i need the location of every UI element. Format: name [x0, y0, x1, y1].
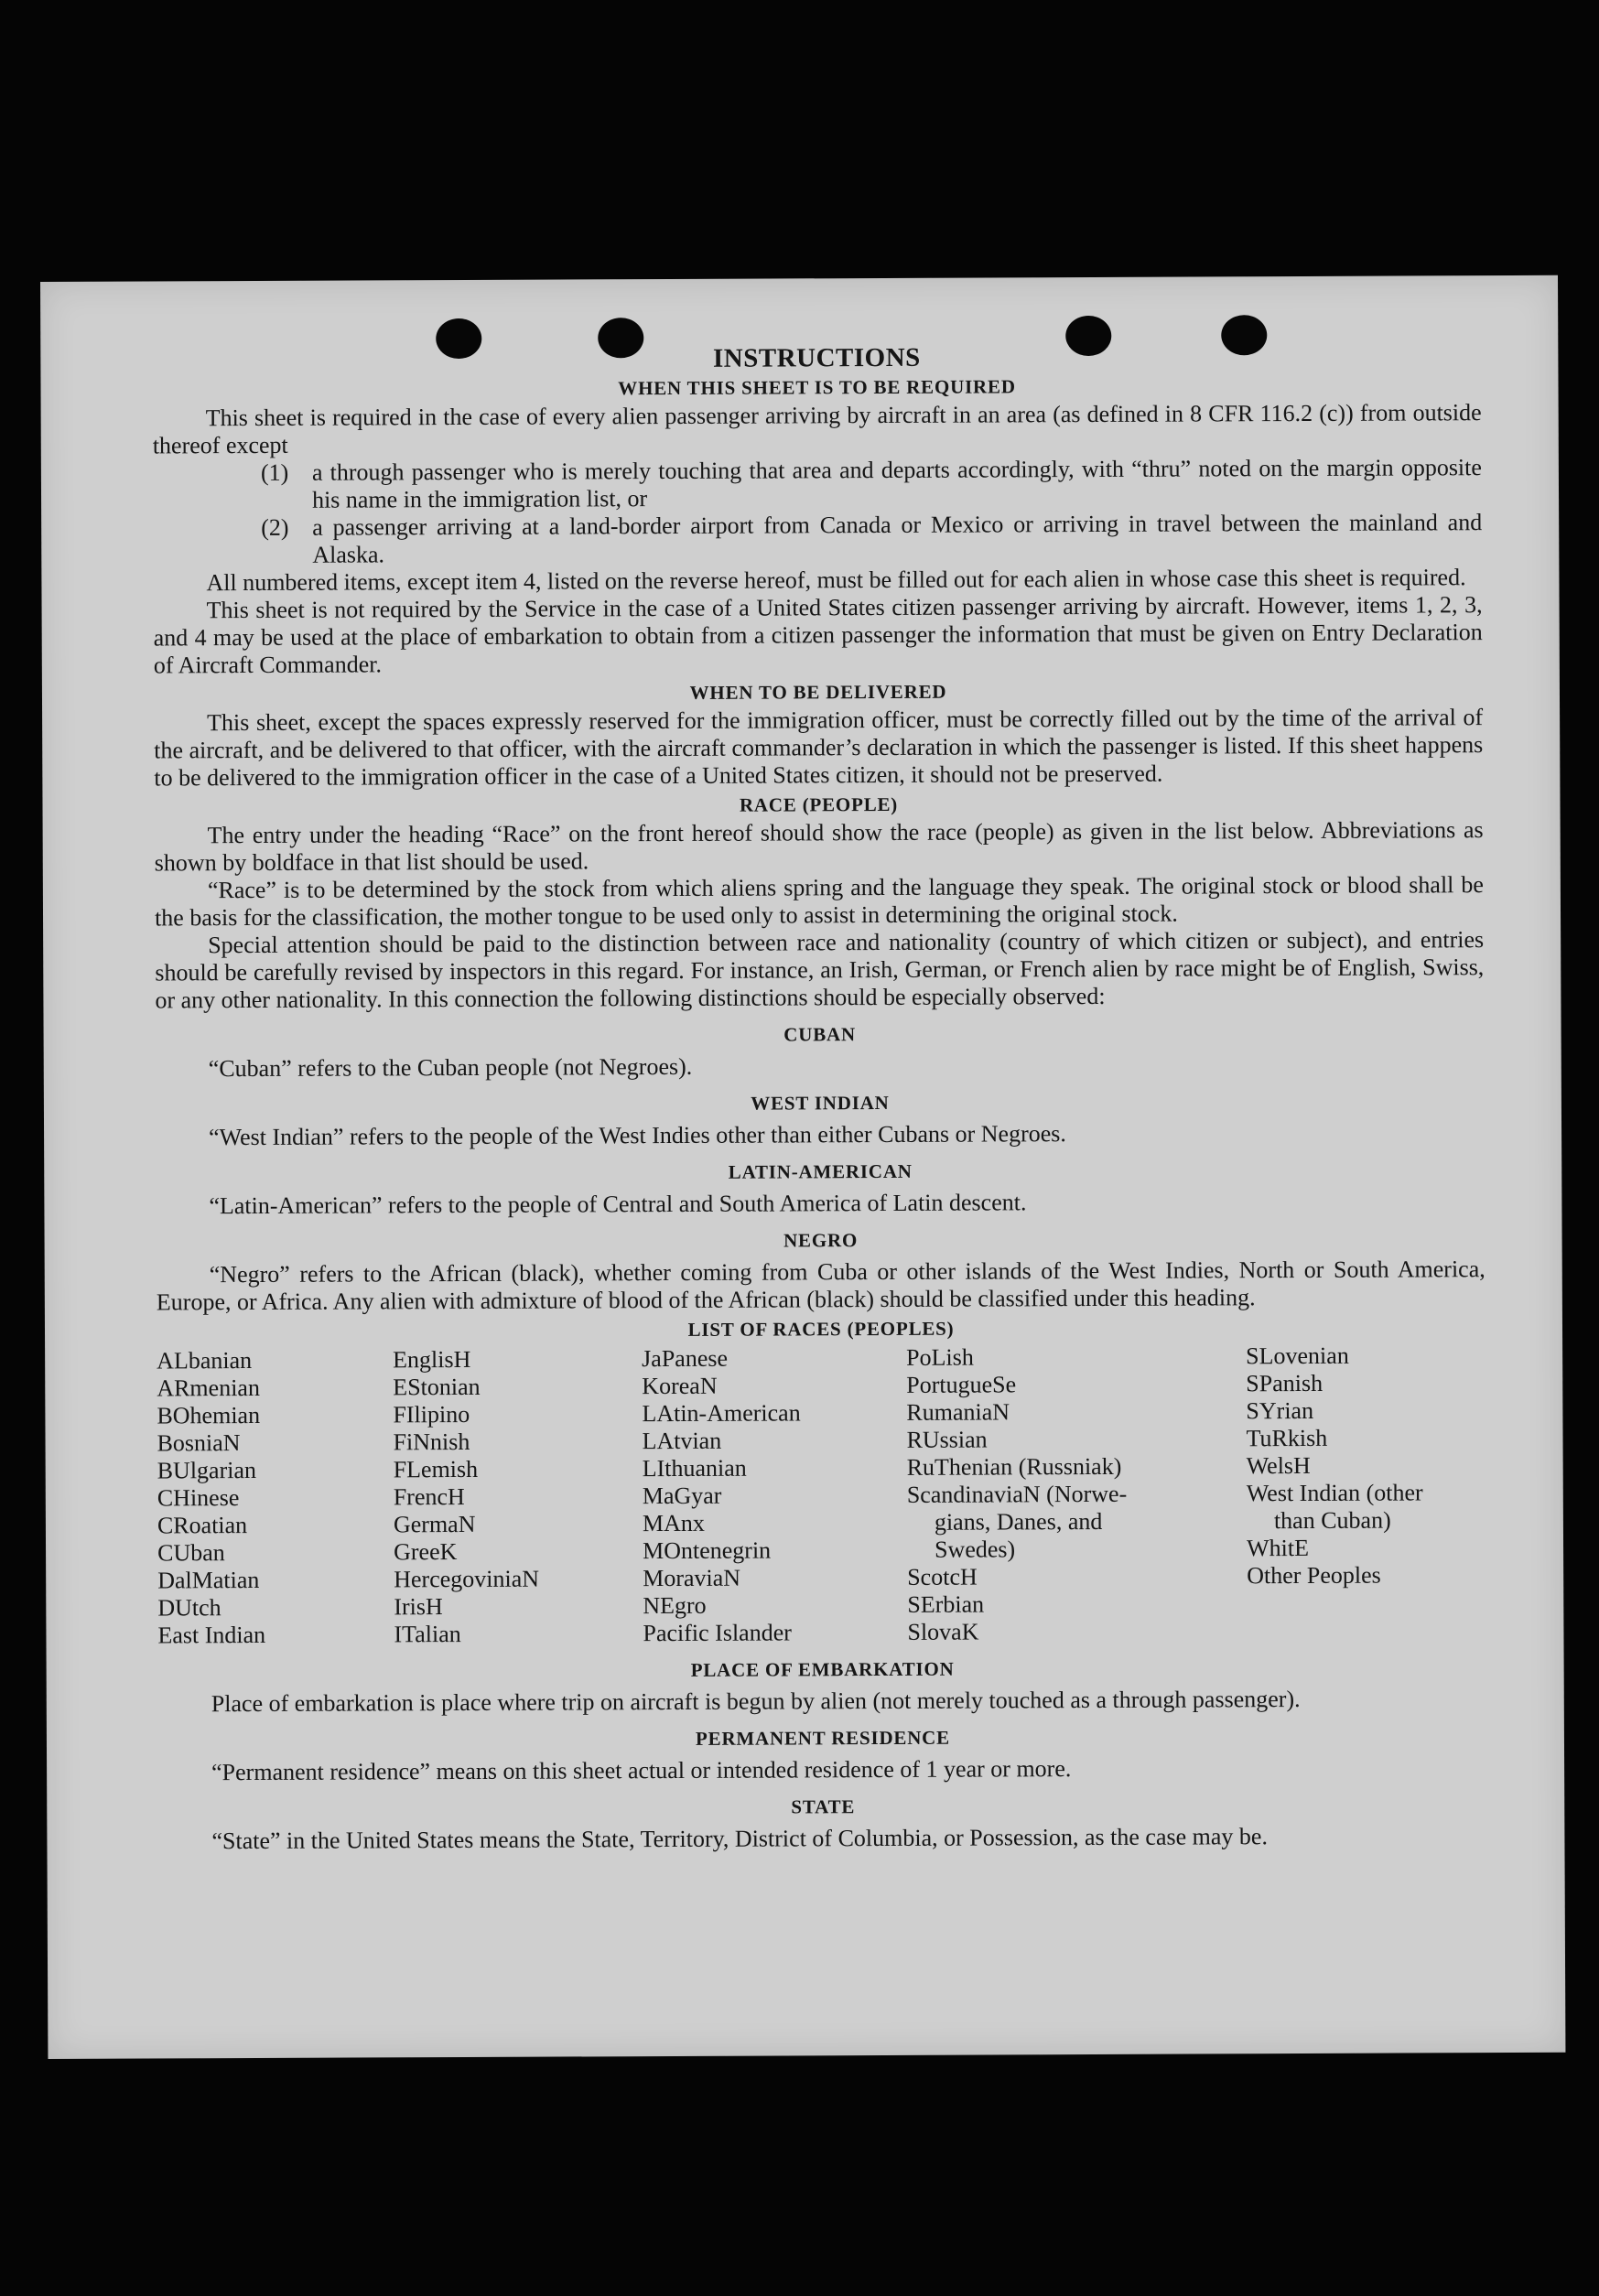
race-entry: DalMatian	[157, 1566, 260, 1594]
section-title-residence: PERMANENT RESIDENCE	[695, 1726, 950, 1750]
section-title-delivered: WHEN TO BE DELIVERED	[689, 680, 947, 704]
race-paragraph-3: Special attention should be paid to the distinction between race and nationality (country of which citizen or subject), and entries should be carefully revised by inspectors in this regard. For instance, an Irish, German, or French alien by race might be of English, Swiss, or any other nationality. In this connection the following distinctions should be especially observed:	[155, 926, 1485, 1014]
race-entry: MaGyar	[642, 1482, 722, 1510]
negro-paragraph: “Negro” refers to the African (black), whether coming from Cuba or other islands of the West Indies, North or South America, Europe, or Africa. Any alien with admixture of blood of the African (black) should be classified under this heading.	[156, 1256, 1486, 1316]
race-entry: Other Peoples	[1247, 1561, 1381, 1590]
race-entry: gians, Danes, and	[934, 1507, 1103, 1536]
race-entry: LAtin-American	[642, 1399, 801, 1428]
state-paragraph: “State” in the United States means the State, Territory, District of Columbia, or Possession, as the case may be.	[211, 1823, 1268, 1855]
cuban-paragraph: “Cuban” refers to the Cuban people (not Negroes).	[208, 1052, 693, 1083]
race-entry: BosniaN	[157, 1429, 241, 1457]
sheet-content	[152, 341, 1487, 1855]
race-entry: TuRkish	[1246, 1424, 1328, 1452]
required-paragraph-2: All numbered items, except item 4, listed on the reverse hereof, must be filled out for each alien in whose case this sheet is required.	[206, 564, 1466, 597]
section-title-required: WHEN THIS SHEET IS TO BE REQUIRED	[618, 375, 1016, 400]
required-paragraph-3: This sheet is not required by the Service in the case of a United States citizen passenger arriving by aircraft. However, items 1, 2, 3, and 4 may be used at the place of embarkation to obtain from a citizen passenger the information that must be given on Entry Declaration of Aircraft Commander.	[153, 591, 1483, 679]
race-entry: ALbanian	[157, 1347, 253, 1374]
exception-item	[261, 509, 1482, 569]
race-entry: MAnx	[642, 1509, 705, 1537]
residence-paragraph: “Permanent residence” means on this sheet actual or intended residence of 1 year or more.	[211, 1755, 1072, 1786]
races-column-3	[642, 1344, 907, 1647]
race-entry: SlovaK	[907, 1618, 979, 1645]
races-column-1	[157, 1346, 394, 1649]
race-entry: FrencH	[393, 1482, 465, 1511]
race-entry: SErbian	[907, 1590, 985, 1618]
race-entry: DUtch	[157, 1594, 221, 1622]
race-entry: FLemish	[393, 1455, 479, 1483]
race-entry: NEgro	[643, 1591, 707, 1620]
race-entry: Swedes)	[934, 1536, 1016, 1563]
race-entry: RumaniaN	[906, 1398, 1010, 1426]
race-entry: SPanish	[1246, 1369, 1323, 1397]
race-entry: ScandinaviaN (Norwe-	[906, 1480, 1128, 1508]
races-column-5	[1246, 1342, 1486, 1644]
delivered-paragraph: This sheet, except the spaces expressly reserved for the immigration officer, must be correctly filled out by the time of the arrival of the aircraft, and be delivered to that officer, with the aircraft commander’s declaration in which the passenger is listed. If this sheet happens to be delivered to the immigration officer in the case of a United States citizen, it should not be preserved.	[154, 704, 1484, 792]
latin-american-paragraph: “Latin-American” refers to the people of Central and South America of Latin descent.	[209, 1189, 1027, 1220]
races-list	[157, 1342, 1486, 1649]
race-entry: WelsH	[1246, 1451, 1311, 1480]
race-entry: ScotcH	[907, 1563, 978, 1590]
race-entry: than Cuban)	[1273, 1506, 1391, 1535]
item-text: a passenger arriving at a land-border airport from Canada or Mexico or arriving in travel between the mainland and Alaska.	[312, 509, 1483, 568]
section-title-cuban: CUBAN	[783, 1023, 856, 1046]
race-entry: ITalian	[394, 1621, 461, 1648]
race-entry: LAtvian	[642, 1427, 722, 1455]
races-column-2	[393, 1345, 643, 1648]
race-entry: ARmenian	[157, 1374, 260, 1402]
race-entry: EnglisH	[393, 1345, 471, 1374]
race-entry: SLovenian	[1246, 1342, 1349, 1370]
race-entry: MOntenegrin	[642, 1536, 772, 1565]
west-indian-paragraph: “West Indian” refers to the people of the West Indies other than either Cubans or Negroes.	[209, 1120, 1066, 1151]
race-entry: IrisH	[394, 1593, 443, 1621]
page-title: INSTRUCTIONS	[712, 342, 921, 373]
race-entry: MoraviaN	[643, 1564, 741, 1592]
race-entry: EStonian	[393, 1373, 481, 1401]
race-paragraph-1: The entry under the heading “Race” on the front hereof should show the race (people) as given in the list below. Abbreviations as shown by boldface in that list should be used.	[154, 816, 1484, 877]
race-entry: JaPanese	[642, 1344, 729, 1373]
section-title-races-list: LIST OF RACES (PEOPLES)	[687, 1317, 955, 1341]
required-intro: This sheet is required in the case of every alien passenger arriving by aircraft in an area (as defined in 8 CFR 116.2 (c)) from outside thereof except	[152, 399, 1482, 459]
section-title-negro: NEGRO	[783, 1229, 859, 1252]
race-entry: West Indian (other	[1246, 1479, 1423, 1507]
instruction-sheet	[40, 275, 1565, 2059]
exception-item	[261, 454, 1482, 514]
race-entry: East Indian	[157, 1621, 266, 1649]
race-entry: FiNnish	[393, 1428, 470, 1456]
race-entry: RUssian	[906, 1426, 988, 1453]
race-entry: Pacific Islander	[643, 1619, 792, 1647]
section-title-embarkation: PLACE OF EMBARKATION	[690, 1657, 955, 1681]
section-title-state: STATE	[791, 1795, 856, 1818]
embarkation-paragraph: Place of embarkation is place where trip on aircraft is begun by alien (not merely touched as a through passenger).	[211, 1686, 1301, 1718]
race-entry: CHinese	[157, 1484, 240, 1512]
race-entry: LIthuanian	[642, 1454, 747, 1482]
race-paragraph-2: “Race” is to be determined by the stock from which aliens spring and the language they speak. The original stock or blood shall be the basis for the classification, the mother tongue to be used only to assist in determining the original stock.	[154, 871, 1484, 932]
race-entry: CUban	[157, 1539, 225, 1567]
race-entry: PortugueSe	[906, 1371, 1017, 1398]
races-column-4	[906, 1342, 1247, 1646]
race-entry: HercegoviniaN	[394, 1565, 540, 1593]
item-number: (1)	[260, 458, 289, 486]
item-number: (2)	[261, 513, 289, 541]
race-entry: GermaN	[393, 1510, 476, 1538]
item-text: a through passenger who is merely touching that area and departs accordingly, with “thru” noted on the margin opposite his name in the immigration list, or	[311, 454, 1482, 513]
race-entry: BOhemian	[157, 1401, 261, 1429]
race-entry: BUlgarian	[157, 1456, 257, 1484]
race-entry: CRoatian	[157, 1512, 248, 1539]
section-title-race: RACE (PEOPLE)	[739, 792, 899, 816]
race-entry: PoLish	[906, 1343, 974, 1371]
race-entry: GreeK	[393, 1538, 458, 1566]
race-entry: SYrian	[1246, 1396, 1314, 1425]
race-entry: RuThenian (Russniak)	[906, 1452, 1122, 1481]
race-entry: KoreaN	[642, 1372, 718, 1400]
race-entry: FIlipino	[393, 1400, 470, 1428]
race-entry: WhitE	[1246, 1534, 1309, 1562]
section-title-latin-american: LATIN-AMERICAN	[728, 1159, 913, 1183]
section-title-west-indian: WEST INDIAN	[751, 1091, 890, 1115]
